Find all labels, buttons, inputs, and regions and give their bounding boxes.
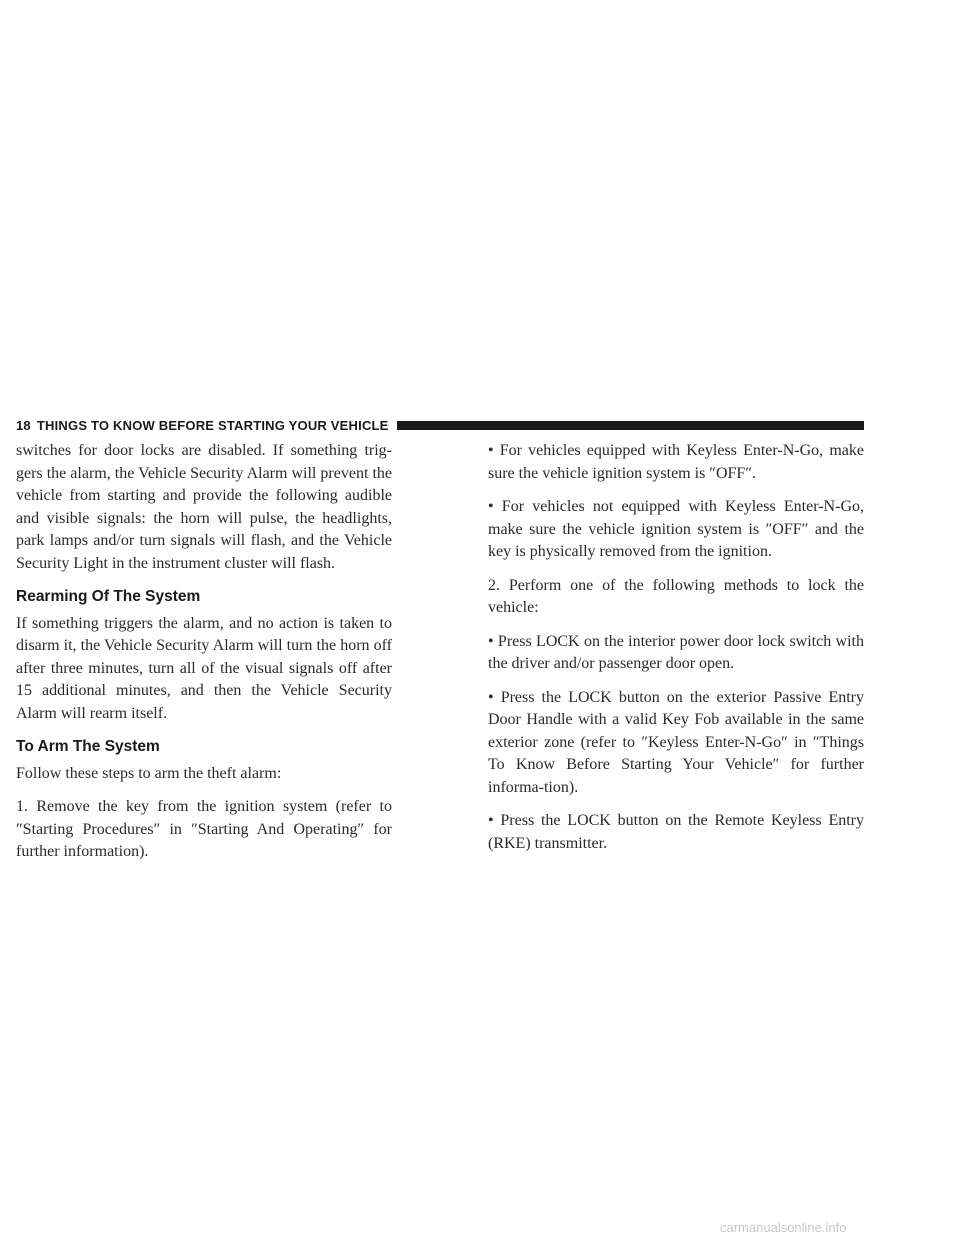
bullet-keyless-not-equipped: • For vehicles not equipped with Keyless Enter-N-Go, make sure the vehicle ignition system is ″OFF″ and the key is physically removed from the ignition. <box>488 498 864 560</box>
left-column <box>16 440 392 875</box>
paragraph-arm-intro: Follow these steps to arm the theft alarm: <box>16 764 282 782</box>
right-column <box>488 440 864 866</box>
paragraph-alarm-signals: switches for door locks are disabled. If something trig-gers the alarm, the Vehicle Security Alarm will prevent the vehicle from starting and provide the following audible and visible signals: the horn will pulse, the headlights, park lamps and/or turn signals will flash, and the Vehicle Security Light in the instrument cluster will flash. <box>16 442 392 572</box>
paragraph-rearming: If something triggers the alarm, and no action is taken to disarm it, the Vehicle Security Alarm will turn the horn off after three minutes, turn all of the visual signals off after 15 additional minutes, and then the Vehicle Security Alarm will rearm itself. <box>16 614 392 722</box>
bullet-passive-entry: • Press the LOCK button on the exterior Passive Entry Door Handle with a valid Key Fob available in the same exterior zone (refer to ″Keyless Enter-N-Go″ in ″Things To Know Before Starting Your Vehicle″ for further informa-tion). <box>488 688 864 796</box>
page-header <box>16 418 864 432</box>
bullet-keyless-equipped: • For vehicles equipped with Keyless Enter-N-Go, make sure the vehicle ignition system is ″OFF″. <box>488 442 864 482</box>
watermark: carmanualsonline.info <box>720 1220 847 1235</box>
step-2: 2. Perform one of the following methods to lock the vehicle: <box>488 576 864 616</box>
heading-arm-system: To Arm The System <box>16 738 160 755</box>
bullet-rke-transmitter: • Press the LOCK button on the Remote Keyless Entry (RKE) transmitter. <box>488 812 864 852</box>
header-rule <box>397 421 864 430</box>
page-number: 18 <box>16 417 31 433</box>
step-1: 1. Remove the key from the ignition system (refer to ″Starting Procedures″ in ″Starting And Operating″ for further information). <box>16 798 392 860</box>
heading-rearming: Rearming Of The System <box>16 588 201 605</box>
bullet-interior-lock: • Press LOCK on the interior power door lock switch with the driver and/or passenger door open. <box>488 632 864 672</box>
section-title: THINGS TO KNOW BEFORE STARTING YOUR VEHICLE <box>36 417 389 433</box>
